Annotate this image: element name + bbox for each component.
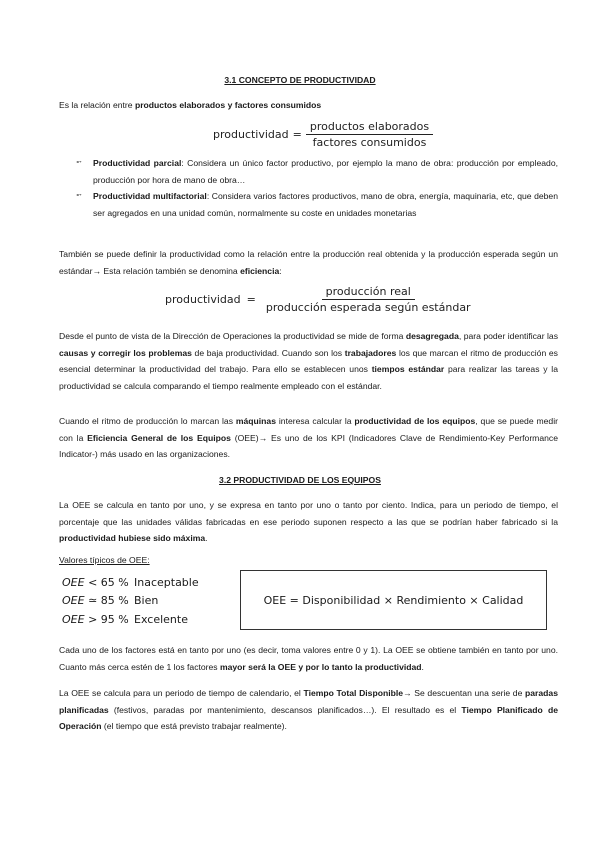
paragraph-direccion-operaciones: Desde el punto de vista de la Dirección de Operaciones la productividad se mide de forma desagregada, para poder identificar las causas y corregir los problemas de baja productividad. Cuando son los trabajadores los que marcan el ritmo de producción es esencial determinar la productividad del trabajo. Para ello se establecen unos tiempos estándar para realizar las tareas y la productividad se calcula comparando el tiempo realmente empleado con el estándar. — [59, 331, 558, 391]
formula1-fraction — [306, 120, 433, 149]
formula2-lhs: productividad — [165, 293, 241, 306]
list-item-productividad-parcial: ➵ Productividad parcial: Considera un único factor productivo, por ejemplo la mano de obra: producción por empleado, producción por hora de mano de obra… — [76, 155, 558, 188]
paragraph-maquinas-oee: Cuando el ritmo de producción lo marcan las máquinas interesa calcular la productividad de los equipos, que se puede medir con la Eficiencia General de los Equipos (OEE)→ Es uno de los KPI (Indicadores Clave de Rendimiento-Key Performance Indicator-) más usado en las organizaciones. — [59, 416, 558, 459]
productivity-types-list — [76, 155, 558, 221]
oee-value-row: OEE < 65 % Inaceptable — [62, 575, 199, 589]
list-item-productividad-multifactorial: ➵ Productividad multifactorial: Considera varios factores productivos, mano de obra, energía, maquinaria, etc, que deben ser agregados en una unidad común, normalmente su coste en unidades monetarias — [76, 188, 558, 221]
formula-productividad-eficiencia — [165, 285, 475, 314]
formula1-denominator: factores consumidos — [312, 136, 427, 149]
oee-formula-box — [240, 570, 547, 630]
intro-paragraph: Es la relación entre productos elaborados y factores consumidos — [59, 100, 322, 110]
section-title-concepto-productividad: 3.1 CONCEPTO DE PRODUCTIVIDAD — [224, 75, 376, 85]
formula-productividad-basic — [213, 120, 433, 149]
formula1-numerator: productos elaborados — [306, 120, 433, 135]
paragraph-oee-definicion: La OEE se calcula en tanto por uno, y se expresa en tanto por uno o tanto por ciento. Indica, para un periodo de tiempo, el porcentaje que las unidades válidas fabricadas en ese periodo suponen respecto a las que se podrían haber fabricado si la productividad hubiese sido máxima. — [59, 500, 558, 543]
formula2-denominator: producción esperada según estándar — [265, 301, 471, 314]
formula2-equals: = — [246, 293, 256, 306]
oee-values-label: Valores típicos de OEE: — [59, 555, 150, 565]
oee-typical-values — [62, 573, 199, 629]
formula2-fraction — [262, 285, 475, 314]
arrow-bullet-icon: ➵ — [76, 159, 82, 166]
section-title-productividad-equipos: 3.2 PRODUCTIVIDAD DE LOS EQUIPOS — [219, 475, 381, 485]
formula1-equals: = — [292, 128, 302, 141]
arrow-bullet-icon: ➵ — [76, 192, 82, 199]
oee-value-row: OEE ≃ 85 % Bien — [62, 594, 159, 608]
paragraph-tiempo-total-disponible: La OEE se calcula para un periodo de tiempo de calendario, el Tiempo Total Disponible→ Se descuentan una serie de paradas planificadas (festivos, paradas por mantenimiento, descansos planificados…). El resultado es el Tiempo Planificado de Operación (el tiempo que está previsto trabajar realmente). — [59, 688, 558, 731]
formula1-lhs: productividad — [213, 128, 289, 141]
oee-value-row: OEE > 95 % Excelente — [62, 612, 188, 626]
paragraph-eficiencia: También se puede definir la productividad como la relación entre la producción real obtenida y la producción esperada según un estándar→ Esta relación también se denomina eficiencia: — [59, 249, 558, 276]
paragraph-factores-tanto-por-uno: Cada uno de los factores está en tanto por uno (es decir, toma valores entre 0 y 1). La OEE se obtiene también en tanto por uno. Cuanto más cerca estén de 1 los factores mayor será la OEE y por lo tanto la productividad. — [59, 645, 558, 672]
oee-formula: OEE = Disponibilidad × Rendimiento × Calidad — [263, 593, 524, 607]
formula2-numerator: producción real — [322, 285, 415, 300]
